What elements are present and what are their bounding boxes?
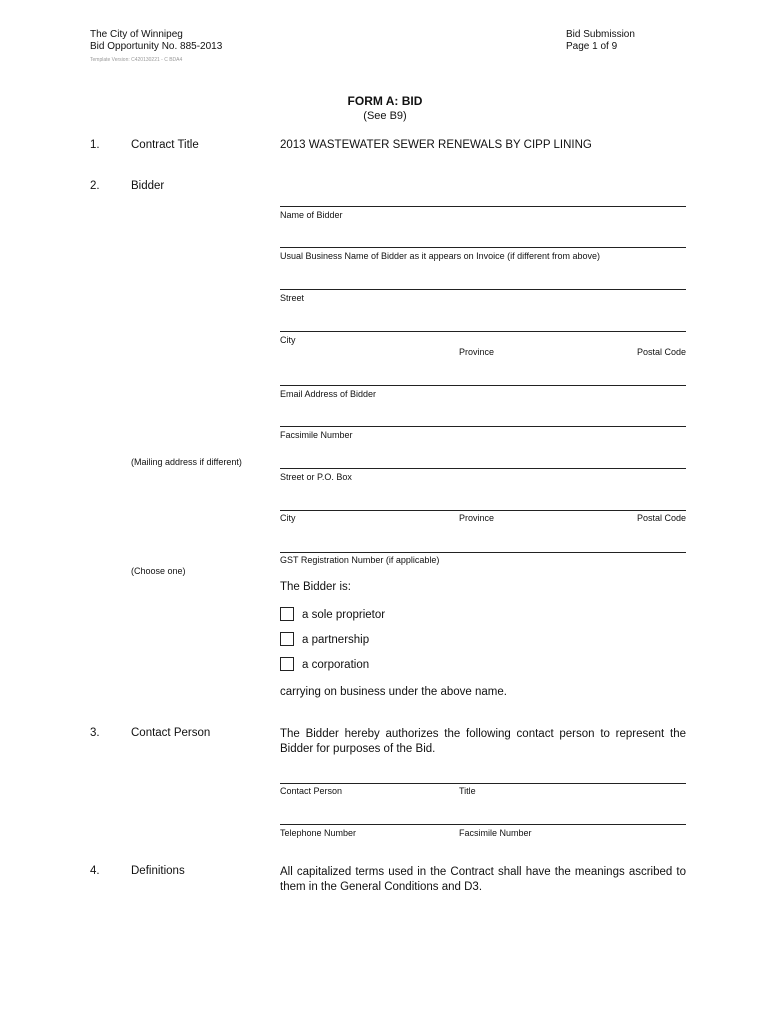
form-title: FORM A: BID: [347, 94, 423, 108]
section-1-label: Contract Title: [131, 139, 199, 151]
bid-opportunity-number: Bid Opportunity No. 885-2013: [90, 41, 223, 52]
street-po-caption: Street or P.O. Box: [280, 472, 352, 482]
mailing-postal-caption: Postal Code: [636, 513, 686, 523]
corporation-label: a corporation: [302, 659, 370, 671]
mailing-city-caption: City: [280, 513, 296, 523]
page-number: Page 1 of 9: [566, 41, 618, 52]
contract-title-value: 2013 WASTEWATER SEWER RENEWALS BY CIPP LINING: [280, 139, 592, 151]
partnership-checkbox[interactable]: [280, 632, 294, 646]
contact-person-caption: Contact Person: [280, 786, 343, 796]
postal-code-caption: Postal Code: [636, 347, 686, 357]
bidder-name-caption: Name of Bidder: [280, 210, 343, 220]
mailing-province-caption: Province: [459, 513, 495, 523]
bid-submission-label: Bid Submission: [566, 29, 635, 40]
business-name-line[interactable]: [280, 247, 686, 248]
bidder-is-text: The Bidder is:: [280, 581, 351, 593]
city-line[interactable]: [280, 331, 686, 332]
partnership-label: a partnership: [302, 634, 370, 646]
street-po-line[interactable]: [280, 468, 686, 469]
bidder-name-line[interactable]: [280, 206, 686, 207]
carrying-on-business-text: carrying on business under the above name.: [280, 686, 507, 698]
contact-person-line[interactable]: [280, 783, 686, 784]
section-3-number: 3.: [90, 727, 100, 739]
sole-proprietor-checkbox[interactable]: [280, 607, 294, 621]
email-caption: Email Address of Bidder: [280, 389, 377, 399]
section-4-label: Definitions: [131, 865, 185, 877]
definitions-text: All capitalized terms used in the Contract shall have the meanings ascribed to them in the General Conditions and D3.: [280, 866, 686, 893]
street-line[interactable]: [280, 289, 686, 290]
province-caption: Province: [459, 347, 495, 357]
mailing-address-note: (Mailing address if different): [131, 457, 242, 467]
sole-proprietor-label: a sole proprietor: [302, 609, 386, 621]
contact-title-caption: Title: [459, 786, 476, 796]
template-version: Template Version: C420130221 - C BDA4: [90, 57, 183, 63]
choose-one-note: (Choose one): [131, 566, 186, 576]
gst-line[interactable]: [280, 552, 686, 553]
mailing-city-line[interactable]: [280, 510, 686, 511]
fax-line[interactable]: [280, 426, 686, 427]
fax-caption: Facsimile Number: [280, 430, 353, 440]
form-subtitle: (See B9): [363, 110, 407, 122]
email-line[interactable]: [280, 385, 686, 386]
section-2-label: Bidder: [131, 180, 165, 192]
telephone-line[interactable]: [280, 824, 686, 825]
business-name-caption: Usual Business Name of Bidder as it appears on Invoice (if different from above): [280, 251, 600, 261]
city-caption: City: [280, 335, 296, 345]
section-4-number: 4.: [90, 865, 100, 877]
section-3-label: Contact Person: [131, 727, 211, 739]
telephone-caption: Telephone Number: [280, 828, 357, 838]
section-1-number: 1.: [90, 139, 100, 151]
street-caption: Street: [280, 293, 305, 303]
org-name: The City of Winnipeg: [90, 29, 183, 40]
section-2-number: 2.: [90, 180, 100, 192]
contact-fax-caption: Facsimile Number: [459, 828, 532, 838]
gst-caption: GST Registration Number (if applicable): [280, 555, 440, 565]
contact-authorization-text: The Bidder hereby authorizes the following contact person to represent the Bidder for purposes of the Bid.: [280, 728, 686, 755]
corporation-checkbox[interactable]: [280, 657, 294, 671]
